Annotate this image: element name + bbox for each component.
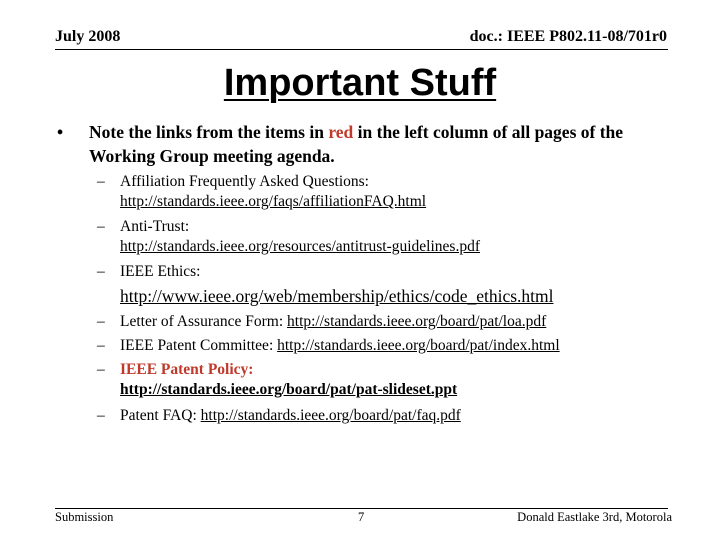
item-label: Patent FAQ: bbox=[120, 407, 197, 424]
dash-icon: – bbox=[97, 361, 105, 378]
patent-faq-link[interactable]: http://standards.ieee.org/board/pat/faq.pdf bbox=[200, 407, 461, 424]
dash-icon: – bbox=[97, 263, 105, 280]
list-item-patent-committee bbox=[97, 336, 687, 356]
bullet-icon: • bbox=[57, 122, 64, 142]
list-item-patent-policy bbox=[97, 360, 687, 400]
footer-divider bbox=[55, 508, 668, 509]
list-item-ethics bbox=[97, 262, 687, 308]
main-bullet bbox=[57, 120, 657, 168]
slide-title: Important Stuff bbox=[223, 62, 497, 104]
list-item-affiliation bbox=[97, 172, 687, 212]
list-item-antitrust bbox=[97, 217, 687, 257]
dash-icon: – bbox=[97, 337, 105, 354]
item-label: IEEE Patent Policy: bbox=[120, 361, 254, 378]
item-label: Anti-Trust: bbox=[120, 218, 190, 235]
patent-policy-link[interactable]: http://standards.ieee.org/board/pat/pat-slideset.ppt bbox=[120, 381, 458, 398]
link-list bbox=[97, 172, 687, 426]
item-label: Letter of Assurance Form: bbox=[120, 313, 284, 330]
header-divider bbox=[55, 49, 668, 50]
item-label: IEEE Ethics: bbox=[120, 263, 201, 280]
dash-icon: – bbox=[97, 218, 105, 235]
patent-committee-link[interactable]: http://standards.ieee.org/board/pat/index.html bbox=[277, 337, 560, 354]
header-doc-id: doc.: IEEE P802.11-08/701r0 bbox=[469, 28, 667, 45]
page-number: 7 bbox=[358, 510, 365, 524]
header-date: July 2008 bbox=[55, 28, 121, 45]
antitrust-link[interactable]: http://standards.ieee.org/resources/antitrust-guidelines.pdf bbox=[120, 238, 480, 255]
list-item-loa bbox=[97, 312, 687, 332]
item-label: IEEE Patent Committee: bbox=[120, 337, 274, 354]
dash-icon: – bbox=[97, 407, 105, 424]
ethics-link[interactable]: http://www.ieee.org/web/membership/ethics/code_ethics.html bbox=[120, 286, 554, 306]
loa-link[interactable]: http://standards.ieee.org/board/pat/loa.pdf bbox=[287, 313, 547, 330]
dash-icon: – bbox=[97, 313, 105, 330]
footer-author: Donald Eastlake 3rd, Motorola bbox=[517, 510, 672, 524]
item-label: Affiliation Frequently Asked Questions: bbox=[120, 173, 369, 190]
main-bullet-text: Note the links from the items in red in the left column of all pages of the Working Group meeting agenda. bbox=[89, 122, 624, 166]
list-item-patent-faq bbox=[97, 406, 687, 426]
footer-submission: Submission bbox=[55, 510, 114, 524]
red-word: red bbox=[328, 122, 354, 142]
affiliation-faq-link[interactable]: http://standards.ieee.org/faqs/affiliationFAQ.html bbox=[120, 193, 427, 210]
dash-icon: – bbox=[97, 173, 105, 190]
